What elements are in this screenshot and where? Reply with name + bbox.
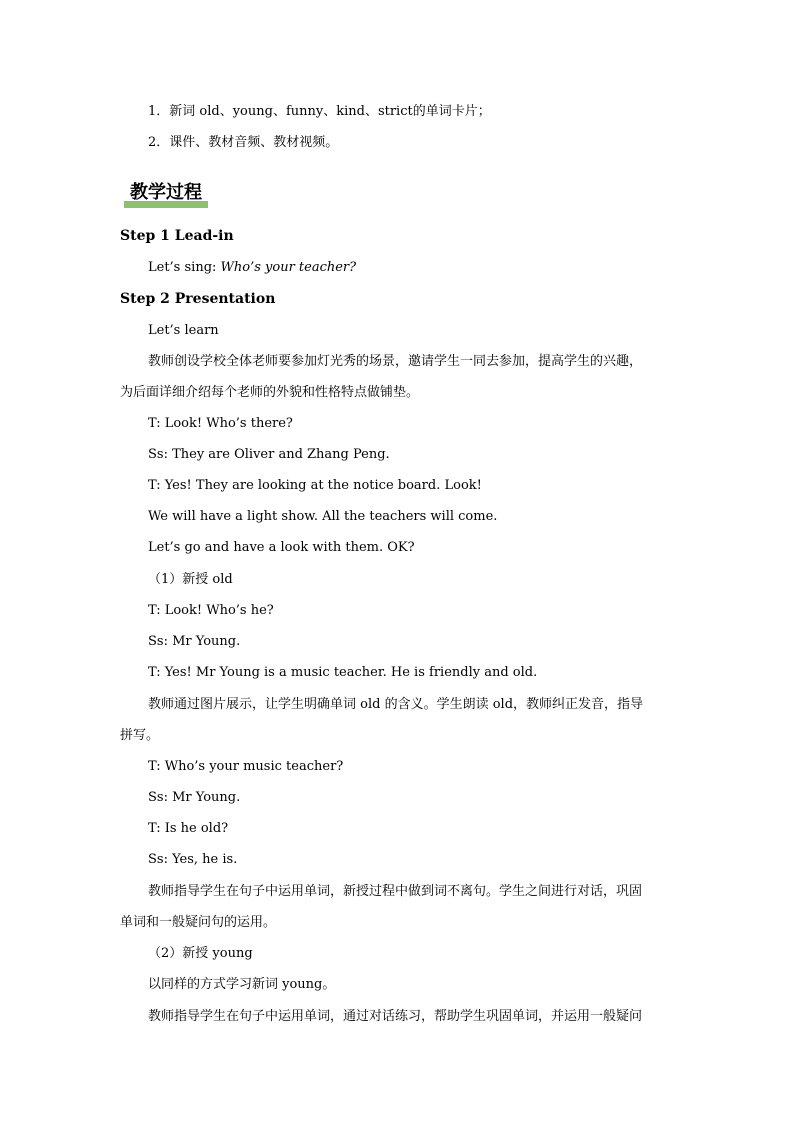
song-title: Who’s your teacher? — [220, 260, 357, 275]
paragraph-line: 教师通过图片展示，让学生明确单词 old 的含义。学生朗读 old，教师纠正发音，指导 — [148, 697, 644, 712]
dialogue-line: Let’s go and have a look with them. OK? — [148, 540, 415, 555]
paragraph-line: Let’s learn — [148, 323, 219, 338]
step2-title: Step 2 Presentation — [120, 291, 276, 307]
paragraph-line: 为后面详细介绍每个老师的外貌和性格特点做铺垫。 — [120, 385, 420, 400]
subsection-title: （2）新授 young — [148, 946, 253, 961]
paragraph-line: 教师指导学生在句子中运用单词，通过对话练习，帮助学生巩固单词，并运用一般疑问 — [148, 1009, 643, 1024]
step1-sing-line — [148, 252, 676, 283]
paragraph-line: 教师指导学生在句子中运用单词，新授过程中做到词不离句。学生之间进行对话，巩固 — [148, 884, 643, 899]
dialogue-line: Ss: Mr Young. — [148, 790, 241, 805]
paragraph-line: 教师创设学校全体老师要参加灯光秀的场景，邀请学生一同去参加，提高学生的兴趣， — [148, 354, 643, 369]
dialogue-line: T: Look! Who’s there? — [148, 416, 293, 431]
dialogue-line: Ss: Mr Young. — [148, 634, 241, 649]
section-heading — [124, 178, 202, 208]
dialogue-line: T: Is he old? — [148, 821, 229, 836]
dialogue-line: T: Who’s your music teacher? — [148, 759, 344, 774]
dialogue-line: We will have a light show. All the teachers will come. — [148, 509, 498, 524]
dialogue-line: Ss: They are Oliver and Zhang Peng. — [148, 447, 390, 462]
section-title: 教学过程 — [130, 182, 202, 203]
material-item-2: 2．课件、教材音频、教材视频。 — [148, 135, 339, 150]
subsection-title: （1）新授 old — [148, 572, 233, 587]
paragraph-line: 拼写。 — [120, 728, 160, 743]
sing-prefix: Let’s sing: — [148, 260, 221, 275]
paragraph-line: 以同样的方式学习新词 young。 — [148, 977, 336, 992]
dialogue-line: T: Yes! They are looking at the notice board. Look! — [148, 478, 482, 493]
dialogue-line: Ss: Yes, he is. — [148, 852, 238, 867]
step1-title: Step 1 Lead-in — [120, 228, 234, 244]
paragraph-line: 单词和一般疑问句的运用。 — [120, 915, 277, 930]
material-item-1: 1．新词 old、young、funny、kind、strict的单词卡片； — [148, 104, 491, 119]
dialogue-line: T: Look! Who’s he? — [148, 603, 274, 618]
dialogue-line: T: Yes! Mr Young is a music teacher. He is friendly and old. — [148, 665, 538, 680]
